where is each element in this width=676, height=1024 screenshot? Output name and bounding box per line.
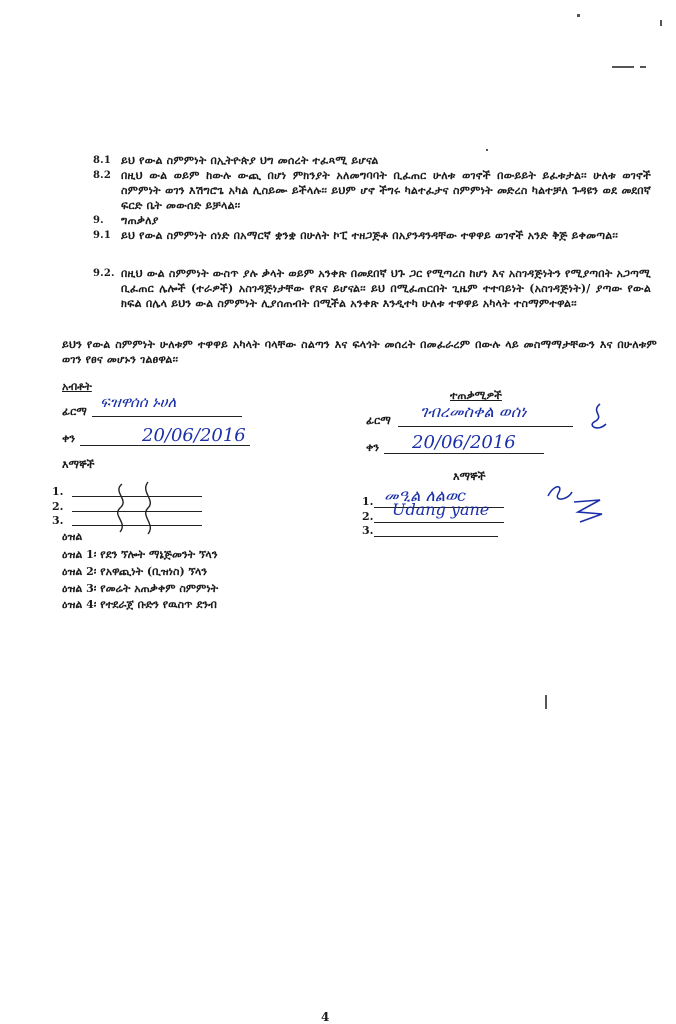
scan-speck-6 [486, 149, 488, 151]
clause-9-2-number: 9.2. [93, 268, 115, 279]
right-witness-1-signature: መዒል ለልወc [384, 486, 466, 505]
left-witness-2-number: 2. [52, 500, 64, 513]
left-date-label: ቀን [62, 432, 76, 445]
clause-8-2-number: 8.2 [93, 170, 111, 181]
right-witness-2-line [374, 522, 504, 523]
scan-speck-1 [577, 14, 580, 17]
scan-speck-2 [612, 66, 634, 68]
left-date: 20/06/2016 [142, 425, 246, 446]
annex-item-4: ዕዝል 4፡ የተደራጀ ቡድን የዉስጥ ደንብ [62, 598, 217, 611]
right-date-line [384, 453, 544, 454]
right-witness-3-line [374, 536, 498, 537]
closing-statement [62, 337, 657, 369]
left-signature-line [92, 416, 242, 417]
left-signature-label: ፊርማ [62, 405, 87, 418]
clause-8-1 [93, 153, 653, 168]
right-witness-1-number: 1. [362, 495, 374, 508]
clause-9-2-text: በዚህ ውል ስምምነት ውስጥ ያሉ ቃላት ወይም አንቀጽ በመደበኛ ህጉ ጋር የሚጣረስ ከሆነ እና አስገዳጅነትን የሚያጣበት አጋጣሚ ቢፈጠር ሌሎች (ተራዎች) አስገዳጅነታቸው የጸና ይሆናል፡፡ ይህ በሚፈጠርበት ጊዜም ተተባይነት (አስገዳጅነት)/ ያጣው የውል ክፍል በሌላ ይህን ውል ስምምነት ሊያሰጠብት በሚችል አንቀጽ እንዲተካ ሁለቱ ተዋዋይ አካላት ተስማምተዋል፡፡ [121, 267, 651, 310]
right-signature-line [398, 426, 573, 427]
clause-9-2 [93, 266, 653, 328]
left-witness-3-number: 3. [52, 514, 64, 527]
scan-speck-4 [660, 20, 662, 26]
annex-title: ዕዝል [62, 530, 83, 543]
annex-item-3: ዕዝል 3፡ የመሬት አጠቃቀም ስምምነት [62, 582, 219, 595]
scan-speck-5 [545, 695, 547, 709]
left-witnesses-heading: እማኞች [62, 458, 95, 471]
right-signature-label: ፊርማ [366, 414, 391, 427]
annex-item-1: ዕዝል 1፡ የደን ኘሎት ማኔጅመንት ኘላን [62, 548, 218, 561]
left-signature: ፍዝዋሰሰ ኑሀለ [100, 393, 177, 411]
annex-item-2: ዕዝል 2፡ የአዋጪነት (ቢዝነስ) ኘላን [62, 565, 208, 578]
left-witness-1-number: 1. [52, 485, 64, 498]
right-signature-flourish [584, 402, 610, 434]
clause-9-1-number: 9.1 [93, 230, 111, 241]
right-witness-3-number: 3. [362, 524, 374, 537]
clause-8-2 [93, 168, 653, 213]
scan-speck-3 [640, 66, 646, 68]
clause-8-1-number: 8.1 [93, 155, 111, 166]
right-signature: ገብረመስቀል ወሰነ [420, 402, 527, 421]
right-date: 20/06/2016 [412, 432, 516, 453]
closing-statement-text: ይህን የውል ስምምነት ሁለቱም ተዋዋይ አካላት ባላቸው ስልጣን እና ፍላጎት መሰረት በመፈራረም በውሉ ላይ መስማማታቸውን እና በሁለቱም ወገን የፀና መሆኑን ገልፀዋል፡፡ [62, 338, 657, 366]
right-witness-2-number: 2. [362, 510, 374, 523]
clause-9-1 [93, 228, 653, 260]
right-party-heading: ተጠቃሚዎች [450, 389, 502, 402]
clause-9 [93, 213, 653, 228]
left-party-heading: አብቶት [62, 380, 92, 393]
right-date-label: ቀን [366, 441, 380, 454]
clause-9-1-text: ይህ የውል ስምምነት ሰነድ በአማርኛ ቋንቋ በሁለት ኮፒ ተዘጋጅቶ በአያንዳንዳቸው ተዋዋይ ወገኖች አንድ ቅጅ ይቀመጣል፡፡ [121, 229, 618, 242]
clause-8-2-text: በዚህ ውል ወይም ከውሉ ውጪ በሆነ ምክንያት አለመግባባት ቢፈጠር ሁለቱ ወገኖች በውይይት ይፈቱታል፡፡ ሁለቱ ወገኖች ስምምነት ወገን እሽግሮጌ አካል ሊስይሙ ይችላሉ፡፡ ይህም ሆኖ ችግሩ ካልተፈታና ስምምነት መድረስ ካልተቻለ ጉዳዩን ወደ መደበኛ ፍርድ ቤት መውሰድ ይቻላል፡፡ [121, 169, 651, 212]
left-witness-scribble [110, 478, 165, 536]
right-witnesses-heading: እማኞች [453, 470, 486, 483]
clause-9-heading: ግጠቃለያ [121, 214, 159, 227]
clause-9-number: 9. [93, 215, 104, 226]
clause-8-1-text: ይህ የውል ስምምነት በኢትዮጵያ ህግ መሰረት ተፈጻሚ ይሆናል [121, 154, 379, 167]
right-witness-2-flourish [570, 496, 606, 526]
page-number: 4 [321, 1010, 330, 1024]
right-witness-2-signature: Udang yane [392, 500, 490, 519]
